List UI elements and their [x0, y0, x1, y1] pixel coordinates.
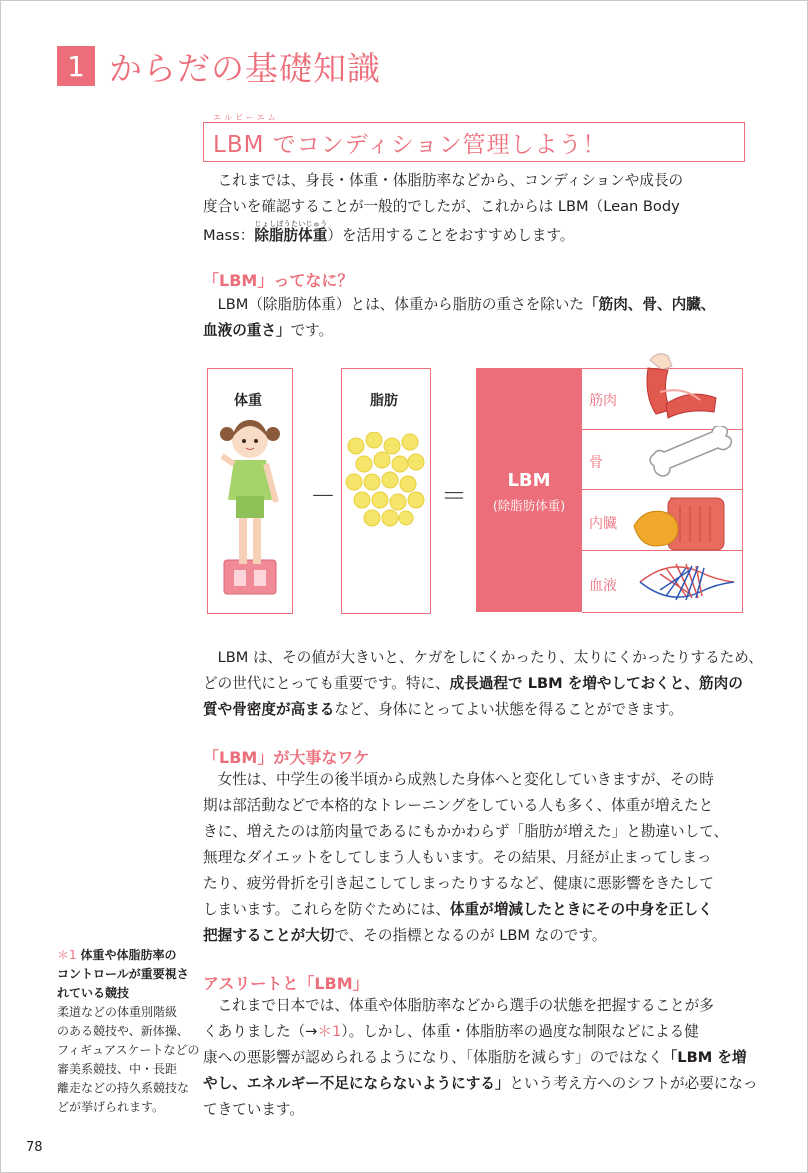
blood-vessel-icon: [636, 554, 740, 608]
lbm-sub-label: (除脂肪体重): [492, 498, 566, 513]
fat-label: 脂肪: [370, 393, 398, 409]
body2-text: しまいます。これらを防ぐためには、: [203, 901, 450, 918]
chapter-number: 1: [57, 46, 95, 86]
body3-line-3: [203, 1045, 751, 1071]
intro-line-3-rest: ）を活用することをおすすめします。: [327, 227, 575, 244]
equals-sign: ＝: [441, 482, 468, 512]
body3-line-2: [203, 1019, 751, 1045]
chapter-header: [57, 42, 381, 90]
def-bold-2: 血液の重さ」: [203, 322, 291, 339]
body-paragraph-2: [203, 767, 751, 949]
def-bold-1: 「筋肉、骨、内臓、: [584, 296, 716, 313]
definition-line-2: [203, 318, 751, 344]
body2-line-3: きに、増えたのは筋肉量であるにもかかわらず「脂肪が増えた」と勘違いして、: [203, 823, 729, 840]
section-title-box: [203, 122, 745, 162]
sidenote-title-2: [57, 965, 197, 984]
section-ruby: エルビーエム: [213, 113, 279, 122]
blood-label: 血液: [589, 578, 617, 594]
sidenote-title-3: [57, 984, 197, 1003]
term-ruby: じょしぼうたいじゅう: [254, 220, 328, 228]
intro-line-3: [203, 220, 751, 249]
muscle-icon: [636, 348, 722, 424]
sidenote-line: 離走などの持久系競技な: [57, 1081, 190, 1095]
body2-line-6: [203, 897, 751, 923]
body3-line-5: てきています。: [203, 1101, 304, 1118]
body3-text-2: ）。しかし、体重・体脂肪率の過度な制限などによる健: [341, 1023, 699, 1040]
sidenote-line: のある競技や、新体操、: [57, 1024, 189, 1038]
minus-sign: －: [310, 482, 337, 512]
sidenote-title-text-2: コントロールが重要視さ: [57, 967, 189, 981]
footnote-ref[interactable]: ＊1: [317, 1023, 342, 1040]
body2-bold-2: 把握することが大切: [203, 927, 335, 944]
body2-line-4: 無理なダイエットをしてしまう人もいます。その結果、月経が止まってしまっ: [203, 849, 712, 866]
intestine-icon: [630, 492, 730, 552]
mass-text: Mass：: [203, 227, 255, 244]
body1-line-3: [203, 697, 751, 723]
body1-bold-2: 質や骨密度が高まる: [203, 701, 335, 718]
lbm-label: LBM: [507, 470, 551, 491]
sidenote-line: どが挙げられます。: [57, 1100, 165, 1114]
sidenote-title-text-1: 体重や体脂肪率の: [80, 948, 177, 962]
sidenote: [57, 946, 200, 1117]
sidenote-title-text-3: れている競技: [57, 986, 130, 1000]
body3-bold-2: やし、エネルギー不足にならないようにする」: [203, 1075, 510, 1092]
sidenote-line: 柔道などの体重別階級: [57, 1005, 178, 1019]
def-text-2: です。: [290, 322, 334, 339]
body3-line-1: これまで日本では、体重や体脂肪率などから選手の状態を把握することが多: [217, 997, 714, 1014]
definition-paragraph: [203, 292, 751, 344]
chapter-title: からだの基礎知識: [109, 48, 381, 88]
definition-line-1: [203, 292, 751, 318]
body2-bold: 体重が増減したときにその中身を正しく: [449, 901, 713, 918]
body1-text-2: など、身体にとってよい状態を得ることができます。: [334, 701, 684, 718]
body3-text: くありました（→: [203, 1023, 318, 1040]
body1-line-1: LBM は、その値が大きいと、ケガをしにくかったり、太りにくかったりするため、: [217, 649, 763, 666]
sidenote-mark: ＊1: [57, 948, 77, 962]
section-title: LBM でコンディション管理しよう！: [213, 131, 607, 158]
body2-line-1: 女性は、中学生の後半頃から成熟した身体へと変化していきますが、その時: [217, 771, 714, 788]
page-number: 78: [26, 1140, 43, 1155]
body2-line-2: 期は部活動などで本格的なトレーニングをしている人も多く、体重が増えたと: [203, 797, 714, 814]
body2-line-5: たり、疲労骨折を引き起こしてしまったりするなど、健康に悪影響をきたして: [203, 875, 714, 892]
organs-label: 内臓: [589, 516, 617, 532]
body1-line-2: [203, 671, 751, 697]
sidenote-title-1: [57, 946, 197, 965]
girl-illustration: [210, 412, 290, 607]
def-text: LBM（除脂肪体重）とは、体重から脂肪の重さを除いた: [217, 296, 584, 313]
sidenote-line: フィギュアスケートなどの: [57, 1043, 200, 1057]
body3-text-3: 康への悪影響が認められるようになり、「体脂肪を減らす」のではなく: [203, 1049, 663, 1066]
body2-line-7: [203, 923, 751, 949]
body3-line-4: [203, 1071, 758, 1097]
heading-what-is-lbm: 「LBM」ってなに？: [203, 271, 354, 290]
bone-icon: [644, 426, 736, 482]
intro-paragraph: [203, 168, 751, 249]
bone-label: 骨: [589, 455, 603, 471]
body2-text-2: で、その指標となるのが LBM なのです。: [334, 927, 607, 944]
weight-label: 体重: [234, 393, 262, 409]
body-paragraph-3: [203, 993, 758, 1123]
body1-text: どの世代にとっても重要です。特に、: [203, 675, 450, 692]
term-lbm-jp: 除脂肪体重: [254, 227, 328, 244]
heading-athletes-lbm: アスリートと「LBM」: [203, 974, 369, 993]
body1-bold: 成長過程で LBM を増やしておくと、筋肉の: [449, 675, 743, 692]
sidenote-line: 審美系競技、中・長距: [57, 1062, 178, 1076]
body3-bold: 「LBM を増: [662, 1049, 747, 1066]
heading-why-lbm: 「LBM」が大事なワケ: [203, 748, 370, 767]
muscle-label: 筋肉: [589, 393, 617, 409]
body3-text-4: という考え方へのシフトが必要になっ: [509, 1075, 758, 1092]
fat-cells-illustration: [344, 432, 428, 528]
body-paragraph-1: [203, 645, 763, 723]
intro-line-1: これまでは、身長・体重・体脂肪率などから、コンディションや成長の: [217, 172, 684, 189]
intro-line-2: 度合いを確認することが一般的でしたが、これからは LBM（Lean Body: [203, 198, 680, 215]
